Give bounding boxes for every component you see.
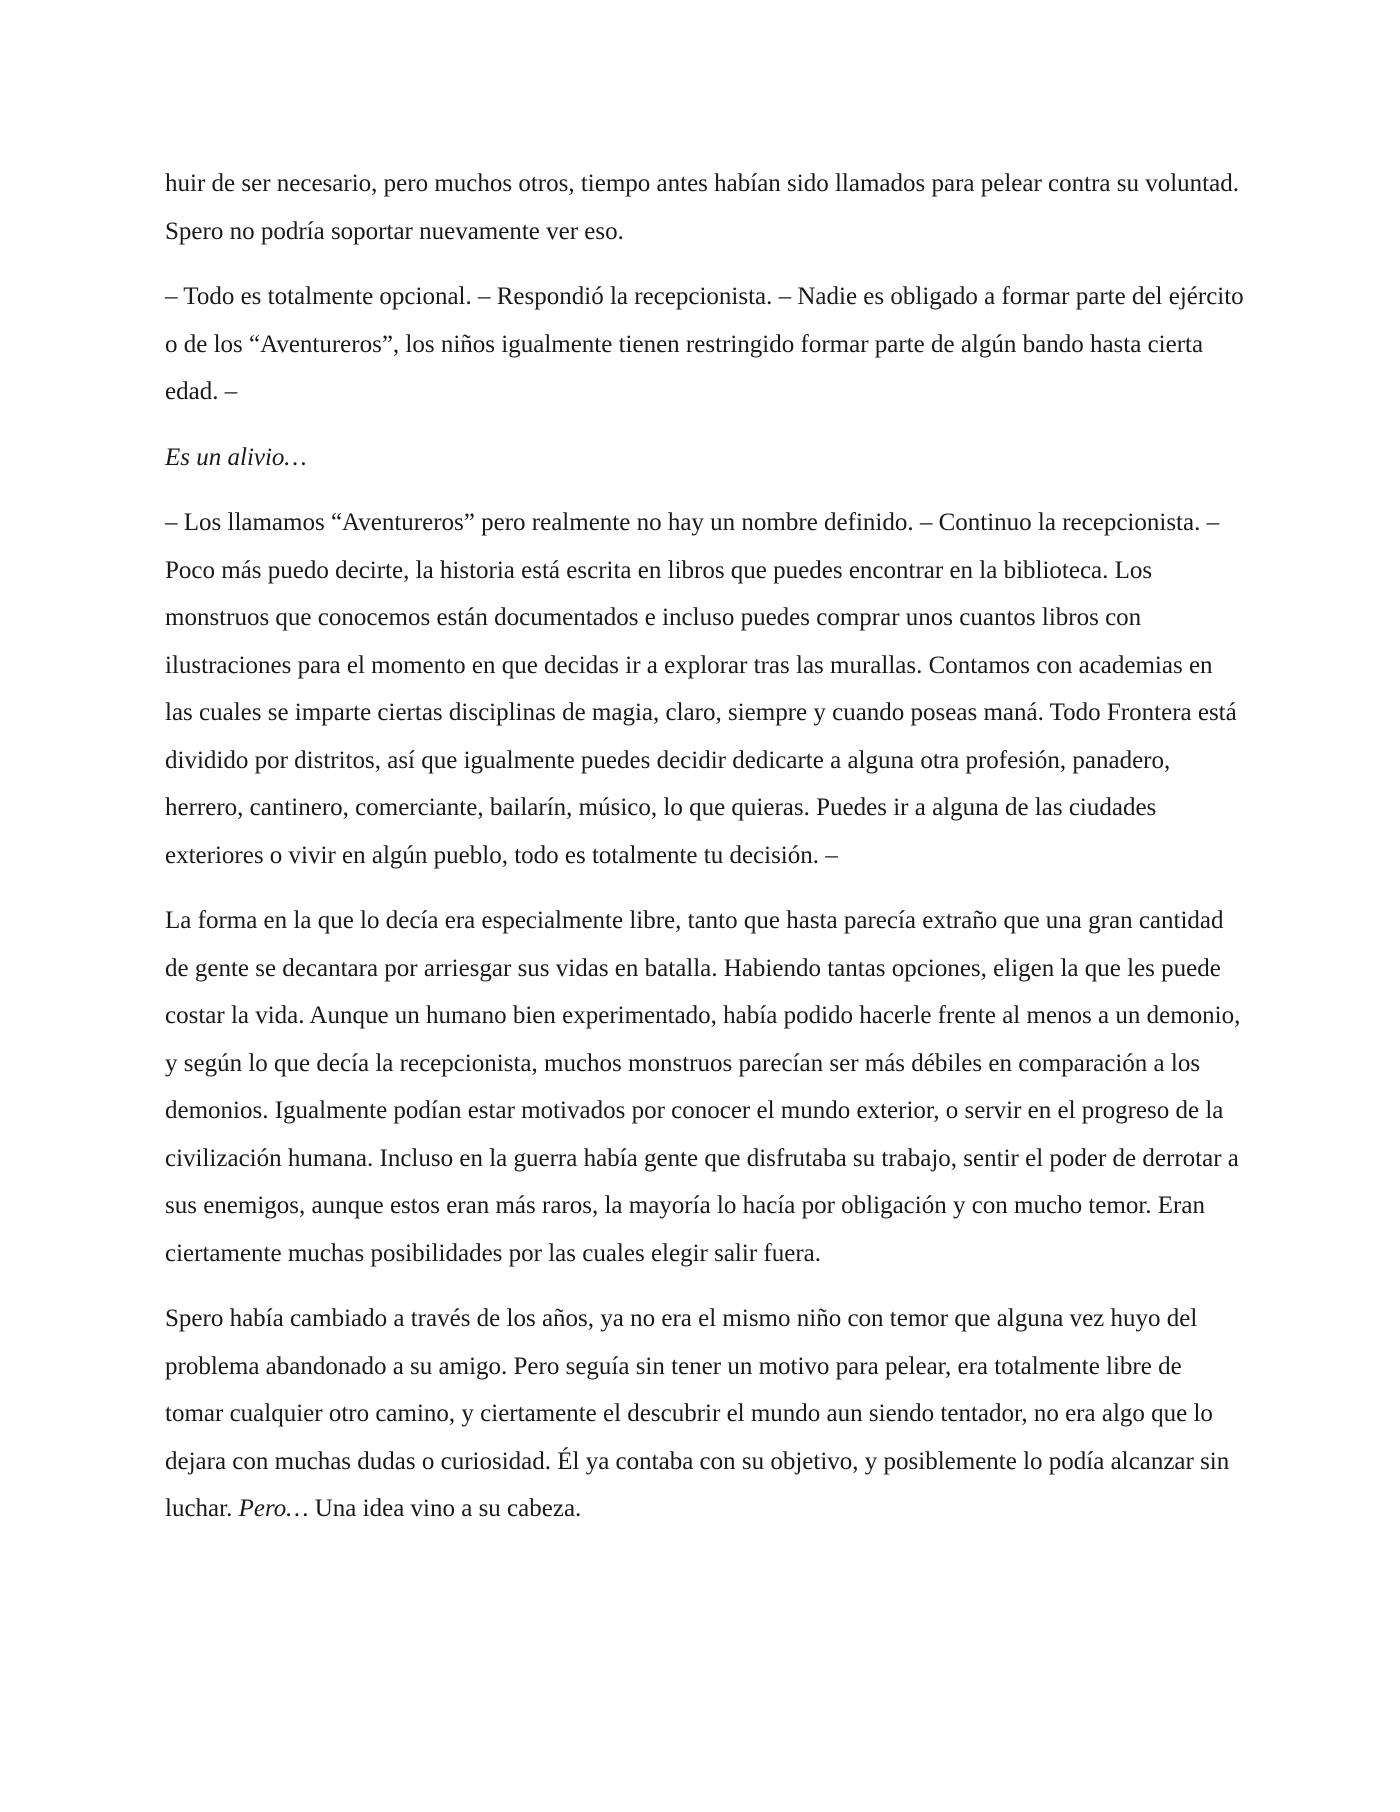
paragraph: La forma en la que lo decía era especialmente libre, tanto que hasta parecía extraño que una gran cantidad de gente se decantara por arriesgar sus vidas en batalla. Habiendo tantas opciones, eligen la que les puede costar la vida. Aunque un humano bien experimentado, había podido hacerle frente al menos a un demonio, y según lo que decía la recepcionista, muchos monstruos parecían ser más débiles en comparación a los demonios. Igualmente podían estar motivados por conocer el mundo exterior, o servir en el progreso de la civilización humana. Incluso en la guerra había gente que disfrutaba su trabajo, sentir el poder de derrotar a sus enemigos, aunque estos eran más raros, la mayoría lo hacía por obligación y con mucho temor. Eran ciertamente muchas posibilidades por las cuales elegir salir fuera. — [165, 907, 1241, 1267]
italic-word: Pero… — [238, 1495, 309, 1522]
paragraph-text: Spero había cambiado a través de los años, ya no era el mismo niño con temor que alguna vez huyo del problema abandonado a su amigo. Pero seguía sin tener un motivo para pelear, era totalmente libre de tomar cualquier otro camino, y ciertamente el descubrir el mundo aun siendo tentador, no era algo que lo dejara con muchas dudas o curiosidad. Él ya contaba con su objetivo, y posiblemente lo podía alcanzar sin luchar. — [165, 1305, 1230, 1522]
italic-thought: Es un alivio… — [165, 443, 307, 471]
paragraph — [165, 1295, 1245, 1533]
dialogue-paragraph: – Los llamamos “Aventureros” pero realmente no hay un nombre definido. – Continuo la recepcionista. – Poco más puedo decirte, la historia está escrita en libros que puedes encontrar en la biblioteca. Los monstruos que conocemos están documentados e incluso puedes comprar unos cuantos libros con ilustraciones para el momento en que decidas ir a explorar tras las murallas. Contamos con academias en las cuales se imparte ciertas disciplinas de magia, claro, siempre y cuando poseas maná. Todo Frontera está dividido por distritos, así que igualmente puedes decidir dedicarte a alguna otra profesión, panadero, herrero, cantinero, comerciante, bailarín, músico, lo que quieras. Puedes ir a alguna de las ciudades exteriores o vivir en algún pueblo, todo es totalmente tu decisión. – — [165, 509, 1237, 869]
dialogue-paragraph: – Todo es totalmente opcional. – Respondió la recepcionista. – Nadie es obligado a formar parte del ejército o de los “Aventureros”, los niños igualmente tienen restringido formar parte de algún bando hasta cierta edad. – — [165, 283, 1244, 405]
paragraph: huir de ser necesario, pero muchos otros, tiempo antes habían sido llamados para pelear contra su voluntad. Spero no podría soportar nuevamente ver eso. — [165, 170, 1239, 245]
paragraph-text: Una idea vino a su cabeza. — [308, 1495, 582, 1522]
body-text — [165, 160, 1245, 1551]
